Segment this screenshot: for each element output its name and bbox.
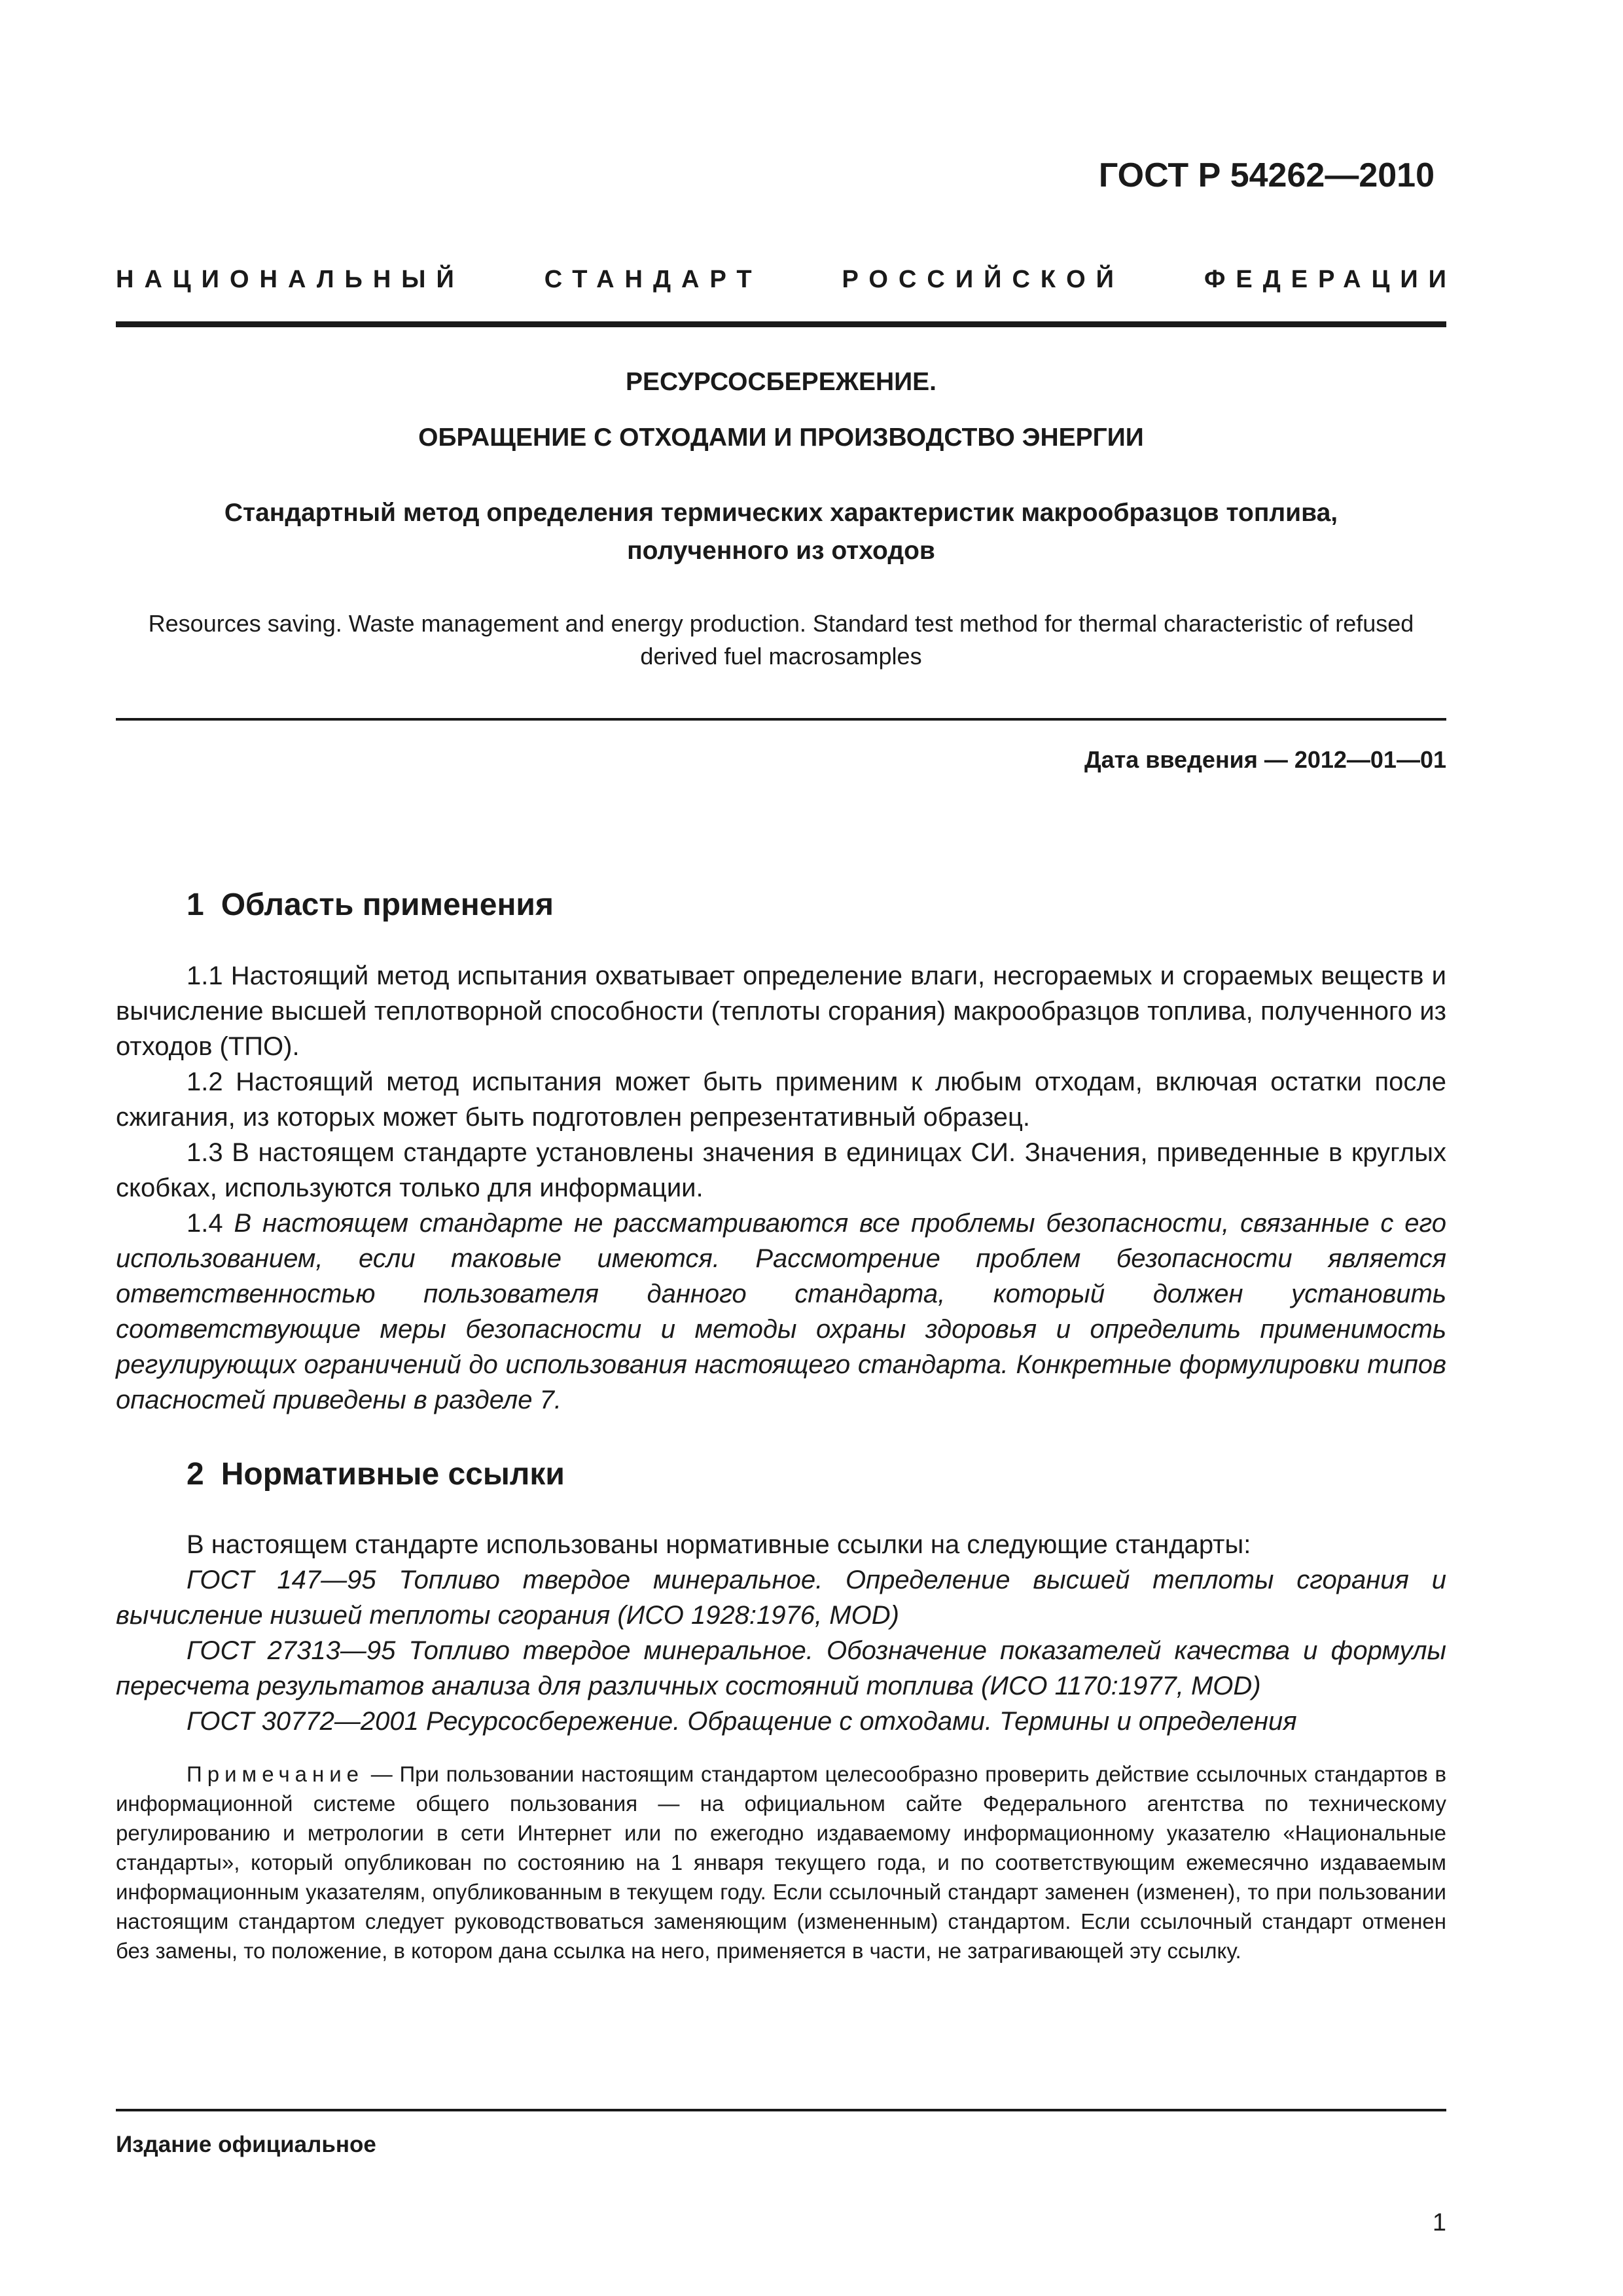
section-2-number: 2 [187,1457,204,1492]
title-line-2: ОБРАЩЕНИЕ С ОТХОДАМИ И ПРОИЗВОДСТВО ЭНЕРГИИ [418,423,1144,452]
section-2-heading [187,1456,565,1492]
reference-gost-27313 [116,1633,1446,1704]
section-1-title: Область применения [221,888,554,922]
reference-gost-147 [116,1562,1446,1633]
paragraph-1-3 [116,1135,1446,1206]
header-word-4: ФЕДЕРАЦИИ [1204,266,1457,293]
document-number: ГОСТ Р 54262—2010 [1098,156,1435,194]
subtitle-line-1: Стандартный метод определения термических характеристик макрообразцов топлива, [224,499,1338,527]
document-subtitle [116,494,1446,570]
header-word-1: НАЦИОНАЛЬНЫЙ [116,266,465,293]
paragraph-1-3-text: В настоящем стандарте установлены значения в единицах СИ. Значения, приведенные в круглых скобках, используются только для информации. [116,1138,1446,1202]
note-label: Примечание [187,1762,365,1786]
footer-divider [116,2109,1446,2111]
title-line-1: РЕСУРСОСБЕРЕЖЕНИЕ. [625,368,937,396]
reference-gost-30772 [116,1704,1446,1739]
references-intro [116,1527,1446,1562]
paragraph-1-1-text: Настоящий метод испытания охватывает определение влаги, несгораемых и сгораемых веществ и вычисление высшей теплотворной способности (теплоты сгорания) макрообразцов топлива, полученного из отходов (ТПО). [116,961,1446,1061]
paragraph-1-4 [116,1206,1446,1418]
paragraph-1-2-text: Настоящий метод испытания может быть применим к любым отходам, включая остатки после сжигания, из которых может быть подготовлен репрезентативный образец. [116,1067,1446,1132]
references-note [116,1759,1446,1965]
paragraph-1-4-text: В настоящем стандарте не рассматриваются все проблемы безопасности, связанные с его использованием, если таковые имеются. Рассмотрение проблем безопасности является ответственностью пользователя данного стандарта, который должен установить соответствующие меры безопасности и методы охраны здоровья и определить применимость регулирующих ограничений до использования настоящего стандарта. Конкретные формулировки типов опасностей приведены в разделе 7. [116,1209,1446,1414]
paragraph-1-4-number: 1.4 [187,1209,223,1238]
reference-gost-147-text: ГОСТ 147—95 Топливо твердое минеральное. Определение высшей теплоты сгорания и вычисление низшей теплоты сгорания (ИСО 1928:1976, MOD) [116,1566,1446,1630]
title-divider [116,718,1446,721]
header-word-3: РОССИЙСКОЙ [842,266,1124,293]
official-edition-label: Издание официальное [116,2132,376,2157]
references-intro-text: В настоящем стандарте использованы нормативные ссылки на следующие стандарты: [187,1530,1251,1559]
note-text: — При пользовании настоящим стандартом целесообразно проверить действие ссылочных стандартов в информационной системе общего пользования — на официальном сайте Федерального агентства по техническому регулированию и метрологии в сети Интернет или по ежегодно издаваемому информационному указателю «Национальные стандарты», который опубликован по состоянию на 1 января текущего года, и по соответствующим ежемесячно издаваемым информационным указателям, опубликованным в текущем году. Если ссылочный стандарт заменен (изменен), то при пользовании настоящим стандартом следует руководствоваться заменяющим (измененным) стандартом. Если ссылочный стандарт отменен без замены, то положение, в котором дана ссылка на него, применяется в части, не затрагивающей эту ссылку. [116,1762,1446,1963]
header-word-2: СТАНДАРТ [544,266,762,293]
introduction-date: Дата введения — 2012—01—01 [1084,746,1446,773]
reference-gost-27313-text: ГОСТ 27313—95 Топливо твердое минеральное. Обозначение показателей качества и формулы пересчета результатов анализа для различных состояний топлива (ИСО 1170:1977, MOD) [116,1636,1446,1700]
section-2-title: Нормативные ссылки [221,1457,565,1492]
paragraph-1-3-number: 1.3 [187,1138,223,1167]
page-number: 1 [1432,2209,1446,2236]
paragraph-1-1 [116,958,1446,1064]
subtitle-line-2: полученного из отходов [627,537,935,565]
english-title-line-1: Resources saving. Waste management and energy production. Standard test method for thermal characteristic of refused [148,610,1414,637]
section-1-heading [187,887,554,923]
paragraph-1-1-number: 1.1 [187,961,223,990]
section-1-number: 1 [187,888,204,922]
header-divider [116,321,1446,327]
national-standard-header [116,266,1457,294]
english-title [116,607,1446,673]
english-title-line-2: derived fuel macrosamples [640,643,922,670]
paragraph-1-2-number: 1.2 [187,1067,223,1096]
paragraph-1-2 [116,1064,1446,1135]
reference-gost-30772-text: ГОСТ 30772—2001 Ресурсосбережение. Обращение с отходами. Термины и определения [187,1707,1297,1736]
